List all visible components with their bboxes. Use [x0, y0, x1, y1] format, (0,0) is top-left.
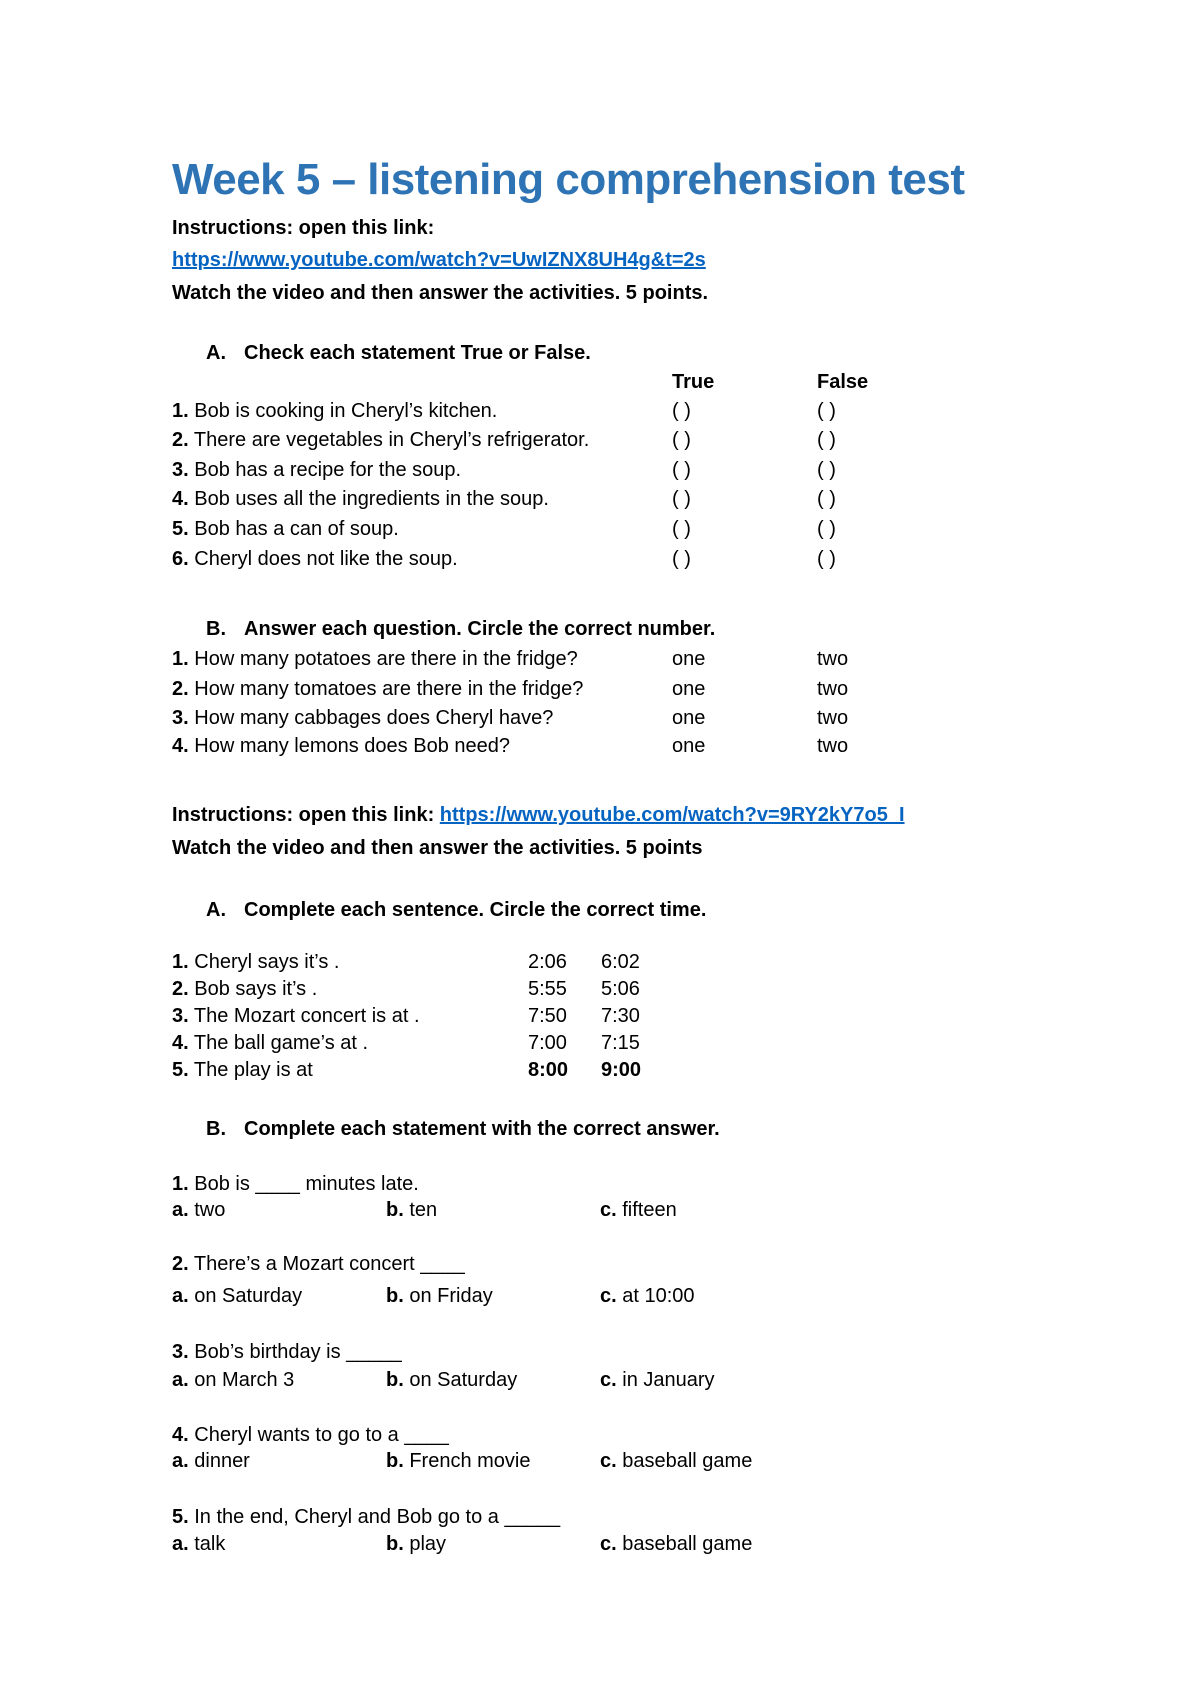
false-checkbox[interactable]: ( ) — [817, 488, 836, 510]
item-number: 1. — [172, 648, 189, 670]
section-heading: Complete each sentence. Circle the correct time. — [244, 899, 707, 921]
answer-b[interactable] — [386, 1198, 437, 1222]
list-item — [172, 647, 578, 671]
option-text: on Saturday — [409, 1369, 518, 1391]
option-one[interactable]: one — [672, 707, 706, 729]
item-number: 4. — [172, 1424, 189, 1446]
instructions-2-line — [172, 803, 905, 827]
item-number: 5. — [172, 1506, 189, 1528]
true-checkbox[interactable]: ( ) — [672, 548, 691, 570]
section-letter: A. — [206, 342, 226, 364]
answer-c[interactable] — [600, 1449, 752, 1473]
true-checkbox[interactable]: ( ) — [672, 400, 691, 422]
time-option-1[interactable]: 5:55 — [528, 978, 567, 1000]
item-number: 5. — [172, 518, 189, 540]
answer-b[interactable] — [386, 1449, 531, 1473]
time-option-1[interactable]: 8:00 — [528, 1059, 569, 1081]
time-option-1[interactable]: 7:50 — [528, 1005, 567, 1027]
option-text: on March 3 — [194, 1369, 295, 1391]
section-heading: Check each statement True or False. — [244, 342, 591, 364]
item-text: Bob says it’s . — [194, 978, 318, 1000]
option-text: French movie — [409, 1450, 531, 1472]
time-option-2[interactable]: 6:02 — [601, 951, 640, 973]
option-text: at 10:00 — [622, 1285, 695, 1307]
time-option-1[interactable]: 7:00 — [528, 1032, 567, 1054]
option-label: a. — [172, 1369, 189, 1391]
list-item — [172, 1058, 313, 1082]
answer-a[interactable] — [172, 1368, 294, 1392]
false-checkbox[interactable]: ( ) — [817, 459, 836, 481]
item-text: Bob’s birthday is _____ — [194, 1341, 402, 1363]
section-heading: Answer each question. Circle the correct number. — [244, 618, 716, 640]
watch-note-1: Watch the video and then answer the activities. 5 points. — [172, 282, 709, 304]
option-label: c. — [600, 1285, 617, 1307]
option-text: talk — [194, 1533, 226, 1555]
item-number: 2. — [172, 678, 189, 700]
page-title: Week 5 – listening comprehension test — [172, 155, 965, 204]
item-number: 1. — [172, 1173, 189, 1195]
list-item — [172, 399, 497, 423]
item-number: 1. — [172, 400, 189, 422]
question — [172, 1423, 449, 1447]
option-label: b. — [386, 1285, 404, 1307]
option-two[interactable]: two — [817, 648, 849, 670]
item-text: How many lemons does Bob need? — [194, 735, 510, 757]
item-number: 3. — [172, 1341, 189, 1363]
option-label: c. — [600, 1450, 617, 1472]
answer-a[interactable] — [172, 1284, 302, 1308]
option-label: a. — [172, 1450, 189, 1472]
item-number: 4. — [172, 1032, 189, 1054]
option-label: b. — [386, 1533, 404, 1555]
option-text: on Friday — [409, 1285, 493, 1307]
item-text: Cheryl does not like the soup. — [194, 548, 458, 570]
list-item — [172, 977, 317, 1001]
option-label: c. — [600, 1369, 617, 1391]
option-text: dinner — [194, 1450, 250, 1472]
option-text: ten — [409, 1199, 438, 1221]
column-header-true: True — [672, 371, 715, 393]
item-text: Bob uses all the ingredients in the soup. — [194, 488, 549, 510]
option-two[interactable]: two — [817, 707, 849, 729]
list-item — [172, 734, 510, 758]
item-text: Bob has a recipe for the soup. — [194, 459, 462, 481]
question — [172, 1172, 419, 1196]
answer-b[interactable] — [386, 1368, 517, 1392]
true-checkbox[interactable]: ( ) — [672, 518, 691, 540]
item-text: Cheryl says it’s . — [194, 951, 340, 973]
answer-c[interactable] — [600, 1284, 695, 1308]
column-header-false: False — [817, 371, 869, 393]
item-number: 3. — [172, 1005, 189, 1027]
list-item — [172, 706, 553, 730]
section-letter: B. — [206, 1118, 226, 1140]
list-item — [172, 1031, 368, 1055]
item-number: 2. — [172, 1253, 189, 1275]
option-label: b. — [386, 1199, 404, 1221]
question — [172, 1340, 402, 1364]
option-text: baseball game — [622, 1450, 753, 1472]
list-item — [172, 517, 399, 541]
item-number: 4. — [172, 735, 189, 757]
item-text: The Mozart concert is at . — [193, 1005, 420, 1027]
list-item — [172, 1004, 420, 1028]
section-letter: B. — [206, 618, 226, 640]
false-checkbox[interactable]: ( ) — [817, 518, 836, 540]
answer-c[interactable] — [600, 1368, 715, 1392]
list-item — [172, 428, 589, 452]
option-text: two — [194, 1199, 226, 1221]
option-label: b. — [386, 1450, 404, 1472]
item-text: There are vegetables in Cheryl’s refrigerator. — [193, 429, 590, 451]
item-number: 2. — [172, 429, 189, 451]
option-label: c. — [600, 1533, 617, 1555]
section-letter: A. — [206, 899, 226, 921]
answer-a[interactable] — [172, 1198, 225, 1222]
option-label: b. — [386, 1369, 404, 1391]
item-text: How many tomatoes are there in the fridge? — [194, 678, 584, 700]
answer-b[interactable] — [386, 1284, 493, 1308]
answer-c[interactable] — [600, 1198, 677, 1222]
item-text: How many potatoes are there in the fridge? — [194, 648, 578, 670]
item-text: Bob has a can of soup. — [194, 518, 399, 540]
option-one[interactable]: one — [672, 648, 706, 670]
option-text: on Saturday — [194, 1285, 303, 1307]
item-number: 5. — [172, 1059, 189, 1081]
option-text: fifteen — [622, 1199, 677, 1221]
time-option-2[interactable]: 7:30 — [601, 1005, 640, 1027]
item-number: 6. — [172, 548, 189, 570]
time-option-2[interactable]: 9:00 — [601, 1059, 642, 1081]
answer-b[interactable] — [386, 1532, 446, 1556]
option-text: baseball game — [622, 1533, 753, 1555]
time-option-2[interactable]: 7:15 — [601, 1032, 640, 1054]
answer-a[interactable] — [172, 1449, 250, 1473]
question — [172, 1252, 465, 1276]
option-label: a. — [172, 1199, 189, 1221]
item-text: Bob is cooking in Cheryl’s kitchen. — [194, 400, 498, 422]
option-one[interactable]: one — [672, 735, 706, 757]
item-number: 3. — [172, 459, 189, 481]
item-number: 3. — [172, 707, 189, 729]
item-text: There’s a Mozart concert ____ — [193, 1253, 465, 1275]
instructions-2: Instructions: open this link: — [172, 804, 440, 826]
item-number: 1. — [172, 951, 189, 973]
item-number: 2. — [172, 978, 189, 1000]
true-checkbox[interactable]: ( ) — [672, 488, 691, 510]
option-label: a. — [172, 1285, 189, 1307]
item-text: The play is at — [193, 1059, 313, 1081]
list-item — [172, 677, 583, 701]
question — [172, 1505, 560, 1529]
item-text: Cheryl wants to go to a ____ — [194, 1424, 449, 1446]
true-checkbox[interactable]: ( ) — [672, 459, 691, 481]
section-heading: Complete each statement with the correct answer. — [244, 1118, 720, 1140]
false-checkbox[interactable]: ( ) — [817, 548, 836, 570]
answer-c[interactable] — [600, 1532, 752, 1556]
item-text: Bob is ____ minutes late. — [194, 1173, 419, 1195]
item-number: 4. — [172, 488, 189, 510]
item-text: How many cabbages does Cheryl have? — [194, 707, 554, 729]
false-checkbox[interactable]: ( ) — [817, 400, 836, 422]
false-checkbox[interactable]: ( ) — [817, 429, 836, 451]
option-two[interactable]: two — [817, 678, 849, 700]
option-text: play — [409, 1533, 447, 1555]
instructions-1: Instructions: open this link: — [172, 217, 435, 239]
option-label: c. — [600, 1199, 617, 1221]
item-text: In the end, Cheryl and Bob go to a _____ — [194, 1506, 561, 1528]
answer-a[interactable] — [172, 1532, 225, 1556]
true-checkbox[interactable]: ( ) — [672, 429, 691, 451]
watch-note-2: Watch the video and then answer the activities. 5 points — [172, 837, 703, 859]
list-item — [172, 950, 339, 974]
option-two[interactable]: two — [817, 735, 849, 757]
list-item — [172, 487, 549, 511]
time-option-2[interactable]: 5:06 — [601, 978, 640, 1000]
list-item — [172, 458, 461, 482]
option-one[interactable]: one — [672, 678, 706, 700]
item-text: The ball game’s at . — [193, 1032, 369, 1054]
video-link-1[interactable]: https://www.youtube.com/watch?v=UwIZNX8UH4g&t=2s — [172, 249, 706, 271]
option-text: in January — [622, 1369, 715, 1391]
option-label: a. — [172, 1533, 189, 1555]
time-option-1[interactable]: 2:06 — [528, 951, 567, 973]
list-item — [172, 547, 458, 571]
video-link-2[interactable]: https://www.youtube.com/watch?v=9RY2kY7o5_I — [439, 804, 905, 826]
